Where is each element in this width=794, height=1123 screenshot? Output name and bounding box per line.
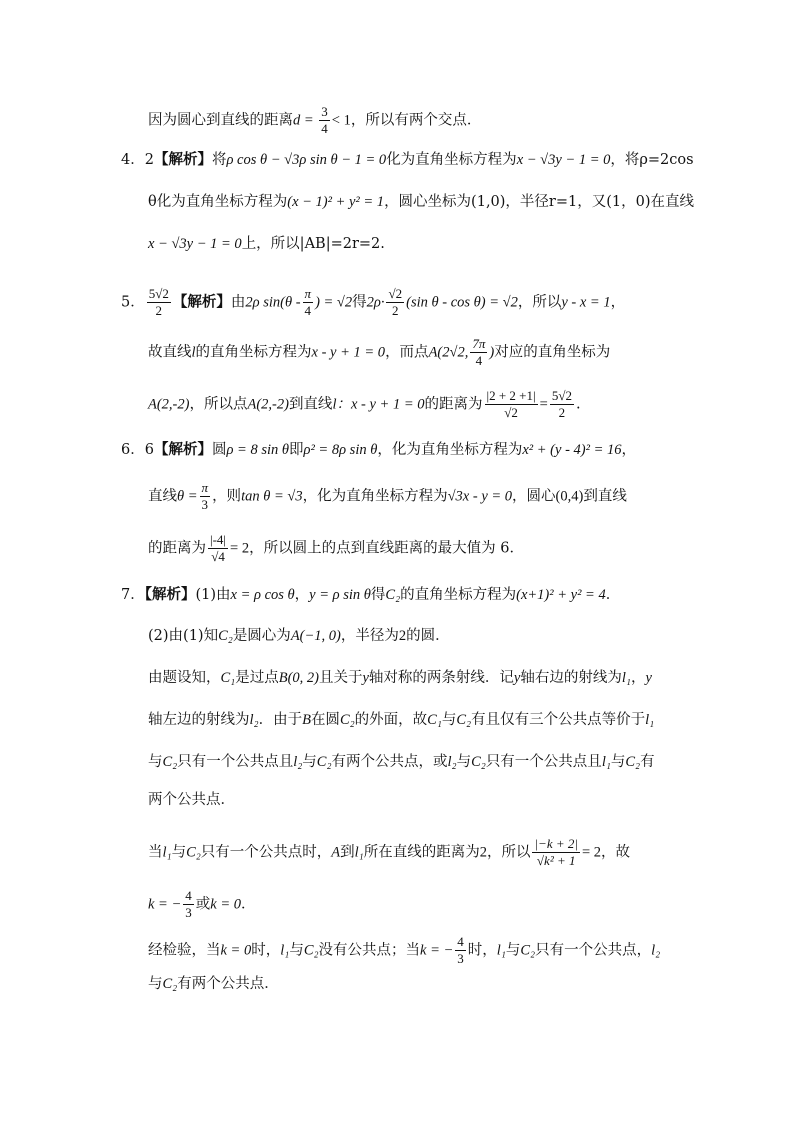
math: B [302,712,311,728]
math: y [362,670,369,686]
math: ) = √2 [315,294,353,311]
text: ，将ρ=2cos [610,152,694,168]
math: θ = [177,488,198,505]
math: l₁ [280,942,290,959]
analysis-tag: 【解析】 [153,151,212,168]
math: = 2 [581,844,602,861]
denominator: √2 [504,405,518,420]
problem-6-line-3 [148,532,524,565]
math: C₂ [218,628,233,644]
math: y - x = 1 [561,294,611,311]
text: 与 [289,942,304,959]
analysis-tag: 【解析】 [144,586,196,603]
math: = 2 [230,540,250,557]
text: . [575,396,581,413]
problem-4-line-3 [148,234,385,254]
math: (x+1)² + y² = 4 [516,587,606,603]
denominator: 2 [392,303,399,318]
math: A [331,844,341,861]
fraction [485,388,538,421]
text: 所在直线的距离为 [363,844,480,861]
denominator: 4 [475,353,483,368]
numerator: 4 [185,888,192,903]
text: 是过点 [235,670,279,686]
math: A(2,-2) [247,396,289,413]
math: y = ρ sin θ [309,587,371,603]
math: A(−1, 0) [290,628,341,644]
text: 时， [467,942,497,959]
math: l₂ [651,942,661,959]
text: 没有公共点；当 [318,942,421,959]
math: ρ² = 8ρ sin θ [303,442,378,458]
problem-7-line-5 [148,752,655,772]
line-distance-conclusion [148,104,481,137]
numerator: π [201,480,209,495]
text: 得 [352,294,367,311]
text: 到直线 [288,396,333,413]
text: 有两个公共点． [177,976,279,992]
math: y [645,670,652,686]
math: x − √3y − 1 = 0 [148,236,242,252]
math: k = − [148,896,182,913]
text: 化为直角坐标方程为 [386,152,517,168]
text: 故直线 [148,344,192,361]
math: 2ρ· [366,294,385,311]
text: ，圆心坐标为(1,0)，半径r=1，又(1，0)在直线 [384,194,695,210]
text: 将 [211,152,227,168]
math: < 1 [331,112,351,129]
numerator: 4 [457,934,464,949]
math: C₁ [220,670,236,686]
text: ，所以 [486,844,531,861]
math: C₁ [427,712,442,728]
problem-number: 7． [121,587,145,603]
text: 对应的直角坐标为 [494,344,611,361]
problem-5-line-1 [121,286,625,319]
problem-number: 5． [121,294,145,311]
text: 与 [171,844,187,861]
problem-number: 4．2 [121,152,154,168]
numerator: 3 [321,104,328,119]
text: ．由于 [258,712,303,728]
text: 轴左边的射线为 [148,712,250,728]
denominator: 3 [185,905,192,920]
math: ρ = 8 sin θ [226,442,289,458]
math: tan θ = √3 [241,488,303,505]
text: ，所以圆上的点到直线距离的最大值为 6． [249,540,524,557]
text: 的外面，故 [354,712,428,728]
text: 到 [340,844,355,861]
numerator: |-4| [210,532,227,547]
math: x = ρ cos θ [230,587,295,603]
text: 只有一个公共点时， [200,844,332,861]
math: x² + (y - 4)² = 16 [522,442,622,458]
text: 因为圆心到直线的距离 [148,112,293,129]
text: ． [241,896,256,913]
math: k = 0 [220,942,252,959]
math: l₁ [621,670,631,686]
problem-7-line-8 [148,888,256,921]
problem-5-line-3 [148,388,581,421]
denominator: 3 [457,951,464,966]
text: 即 [289,442,304,458]
math: C₂ [162,976,178,992]
fraction [470,336,487,369]
math: C₂ [385,587,401,603]
text: 有且仅有三个公共点等价于 [471,712,646,728]
denominator: √4 [211,549,225,564]
math: (sin θ - cos θ) = √2 [406,294,518,311]
text: 与 [302,754,317,770]
text: 只有一个公共点且 [485,754,602,770]
math: 2 [398,628,407,644]
denominator: 2 [155,303,163,318]
text: 是圆心为 [232,628,291,644]
math: l₁ [645,712,655,728]
math: = [539,396,548,413]
math: l₁ [354,844,364,861]
text: 与 [456,754,472,770]
numerator: 7π [472,336,486,351]
problem-6-line-2 [148,480,627,513]
numerator: 5√2 [148,286,169,301]
math: (0,4) [555,488,584,505]
text: ，化为直角坐标方程为 [377,442,523,458]
math: ρ cos θ − √3ρ sin θ − 1 = 0 [226,152,387,168]
denominator: 4 [321,121,328,136]
text: 的直角坐标方程为 [400,587,517,603]
text: 两个公共点． [148,792,235,808]
text: 有两个公共点，或 [331,754,448,770]
math: x − √3y − 1 = 0 [516,152,611,168]
problem-4-line-2 [148,192,694,212]
text: 当 [148,844,163,861]
text: (1)由 [195,587,231,603]
math: l：x - y + 1 = 0 [332,396,425,413]
text: 与 [148,976,163,992]
math: l₁ [496,942,506,959]
math: 2 [479,844,487,861]
math: (x − 1)² + y² = 1 [287,194,385,210]
math: C₂ [471,754,486,770]
text: 与 [441,712,457,728]
math: B(0, 2) [278,670,319,686]
fraction [200,480,211,513]
text: ， [294,587,310,603]
text: ， [610,294,626,311]
math: y [513,670,521,686]
text: 轴右边的射线为 [520,670,622,686]
numerator: |−k + 2| [534,836,578,851]
text: 由 [230,294,246,311]
problem-7-line-3 [148,668,652,688]
text: 经检验，当 [148,942,221,959]
numerator: 5√2 [551,388,572,403]
problem-7-line-2 [148,626,450,646]
fraction [550,388,574,421]
math: l₂ [293,754,303,770]
text: 由题设知， [148,670,221,686]
problem-7-line-4 [148,710,654,730]
text: 的距离为 [148,540,206,557]
math: d = [293,112,318,129]
numerator: π [304,286,312,301]
denominator: √k² + 1 [536,853,576,868]
text: ． [605,587,621,603]
text: 得 [370,587,386,603]
problem-7-line-6 [148,790,235,810]
text: ，则 [212,488,242,505]
problem-6-line-1 [121,440,636,460]
math: C₂ [625,754,641,770]
text: 时， [251,942,281,959]
math: C₂ [316,754,332,770]
fraction [319,104,330,137]
math: l₁ [601,754,611,770]
answer-fraction [147,286,171,319]
problem-7-line-10 [148,974,279,994]
fraction [208,532,228,565]
text: ，圆心 [512,488,556,505]
math: A(2,-2) [148,396,190,413]
problem-4-line-1 [121,150,694,170]
math: ) [489,344,495,361]
text: ，所以 [517,294,562,311]
math: C₂ [339,712,355,728]
text: 与 [505,942,521,959]
fraction [303,286,314,319]
text: 圆 [211,442,227,458]
math: √3x - y = 0 [447,488,513,505]
text: ，故 [601,844,631,861]
fraction [386,286,404,319]
text: 有 [640,754,655,770]
text: 或 [195,896,211,913]
text: θ化为直角坐标方程为 [148,194,288,210]
math: l [191,344,196,361]
text: 且关于 [318,670,363,686]
numerator: |2 + 2 +1| [486,388,536,403]
math: l₂ [249,712,259,728]
fraction [183,888,194,921]
denominator: 4 [304,303,312,318]
problem-7-line-1 [121,585,620,605]
problem-7-line-7 [148,836,630,869]
text: 只有一个公共点， [535,942,652,959]
text: ，而点 [385,344,429,361]
problem-number: 6．6 [121,442,154,458]
text: ， [621,442,636,458]
math: x - y + 1 = 0 [311,344,386,361]
math: C₂ [456,712,472,728]
text: 轴对称的两条射线．记 [368,670,514,686]
math: A(2√2, [428,344,469,361]
text: 的圆． [406,628,450,644]
text: 在圆 [310,712,340,728]
text: 只有一个公共点且 [177,754,294,770]
math: l₂ [447,754,457,770]
text: 直线 [148,488,177,505]
math: C₂ [162,754,178,770]
text: 与 [610,754,626,770]
text: 与 [148,754,163,770]
denominator: 3 [201,497,209,512]
analysis-tag: 【解析】 [153,441,212,458]
math: C₂ [186,844,201,861]
text: ，化为直角坐标方程为 [302,488,448,505]
fraction [532,836,579,869]
math: C₂ [520,942,536,959]
text: ，所以有两个交点． [350,112,482,129]
text: 的直角坐标方程为 [195,344,312,361]
math: k = 0 [210,896,241,913]
text: 上，所以|AB|=2r=2. [241,236,385,252]
math: C₂ [303,942,319,959]
denominator: 2 [558,405,566,420]
text: ，所以点 [189,396,248,413]
text: 到直线 [583,488,627,505]
numerator: √2 [388,286,403,301]
text: ，半径为 [340,628,399,644]
math: k = − [420,942,454,959]
analysis-tag: 【解析】 [172,293,231,311]
fraction [455,934,466,967]
math: 2ρ sin(θ - [245,294,301,311]
problem-5-line-2 [148,336,610,369]
math: l₁ [162,844,172,861]
text: ， [630,670,646,686]
problem-7-line-9 [148,934,660,967]
text: 的距离为 [424,396,483,413]
text: (2)由(1)知 [148,628,219,644]
